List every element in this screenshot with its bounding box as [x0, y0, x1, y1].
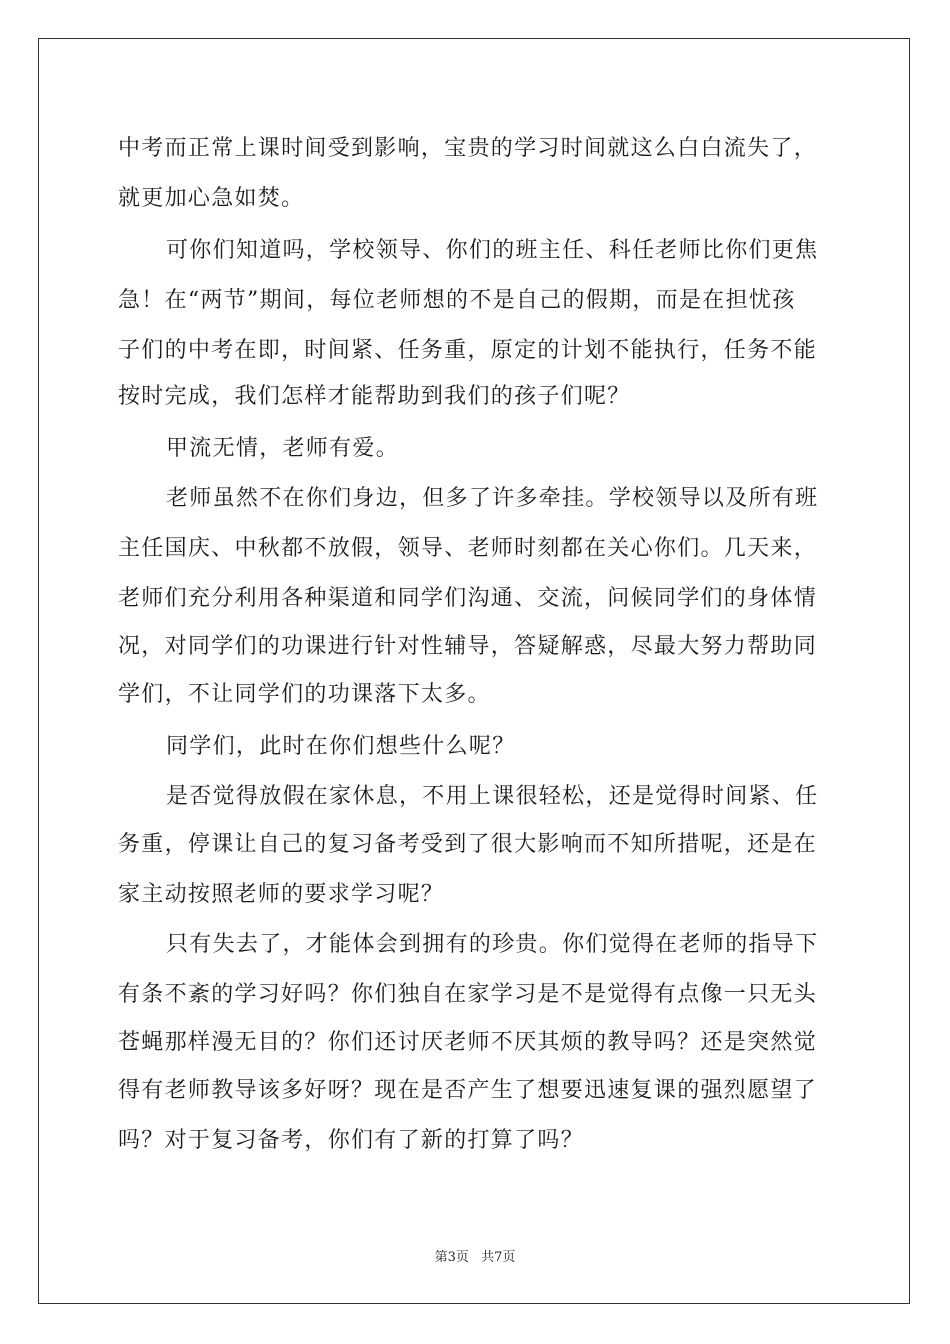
text-line: 老师们充分利用各种渠道和同学们沟通、交流，问候同学们的身体情 [118, 586, 818, 611]
text-line: 就更加心急如焚。 [118, 186, 305, 211]
text-line: 有条不紊的学习好吗？你们独自在家学习是不是觉得有点像一只无头 [118, 982, 818, 1007]
paragraph-start: 可你们知道吗，学校领导、你们的班主任、科任老师比你们更焦 [166, 238, 819, 263]
page-footer [0, 1246, 950, 1265]
text-line: 学们，不让同学们的功课落下太多。 [118, 682, 491, 707]
paragraph-start: 只有失去了，才能体会到拥有的珍贵。你们觉得在老师的指导下 [166, 932, 819, 957]
page-total: 共7页 [481, 1250, 516, 1265]
text-line: 子们的中考在即，时间紧、任务重，原定的计划不能执行，任务不能 [118, 338, 818, 363]
text-line: 中考而正常上课时间受到影响，宝贵的学习时间就这么白白流失了， [118, 136, 818, 161]
paragraph-start: 同学们，此时在你们想些什么呢？ [166, 734, 516, 759]
text-line: 务重，停课让自己的复习备考受到了很大影响而不知所措呢，还是在 [118, 832, 818, 857]
text-line: 得有老师教导该多好呀？现在是否产生了想要迅速复课的强烈愿望了 [118, 1078, 818, 1103]
page-number: 第3页 [434, 1250, 469, 1265]
text-line: 况，对同学们的功课进行针对性辅导，答疑解惑，尽最大努力帮助同 [118, 634, 818, 659]
text-line: 按时完成，我们怎样才能帮助到我们的孩子们呢？ [118, 384, 631, 409]
paragraph-start: 甲流无情，老师有爱。 [166, 436, 400, 461]
page-border [38, 38, 910, 1304]
text-line: 急！在“两节”期间，每位老师想的不是自己的假期，而是在担忧孩 [118, 288, 796, 313]
text-line: 主任国庆、中秋都不放假，领导、老师时刻都在关心你们。几天来， [118, 536, 818, 561]
paragraph-start: 是否觉得放假在家休息，不用上课很轻松，还是觉得时间紧、任 [166, 784, 819, 809]
text-line: 苍蝇那样漫无目的？你们还讨厌老师不厌其烦的教导吗？还是突然觉 [118, 1030, 818, 1055]
paragraph-start: 老师虽然不在你们身边，但多了许多牵挂。学校领导以及所有班 [166, 486, 819, 511]
text-line: 家主动按照老师的要求学习呢？ [118, 882, 445, 907]
text-line: 吗？对于复习备考，你们有了新的打算了吗？ [118, 1128, 585, 1153]
